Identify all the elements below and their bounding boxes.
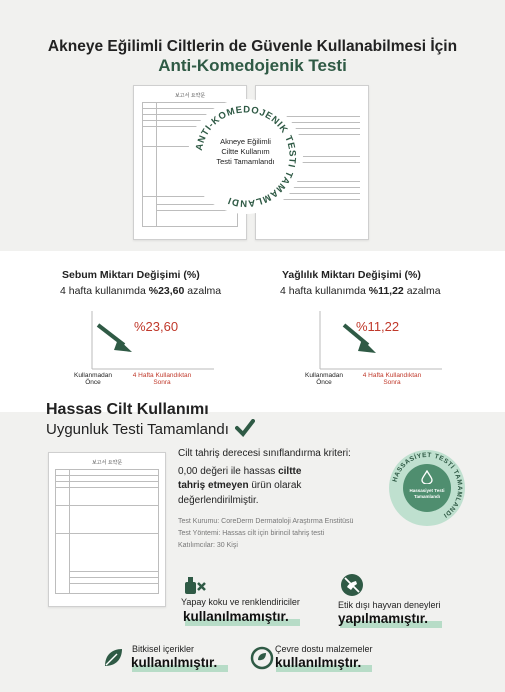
irritation-value-line: 0,00 değeri ile hassas ciltte	[178, 466, 302, 477]
claim-fragrance-text: Yapay koku ve renklendiriciler	[181, 597, 300, 607]
sebum-chart	[88, 307, 218, 377]
test-institution: Test Kurumu: CoreDerm Dermatoloji Araştırma Enstitüsü	[178, 518, 354, 525]
no-animal-testing-icon	[340, 573, 364, 602]
sebum-chart-summary: 4 hafta kullanımda %23,60 azalma	[60, 285, 222, 297]
page-heading: Akneye Eğilimli Ciltlerin de Güvenle Kullanabilmesi İçin	[47, 38, 458, 55]
page-subheading: Anti-Komedojenik Testi	[158, 56, 347, 75]
badge-ring-text: HASSASİYET TESTİ TAMAMLANDI	[391, 451, 464, 519]
claim-animal-big: yapılmamıştır.	[338, 611, 429, 626]
eco-recycle-icon	[250, 646, 274, 675]
oiliness-chart-summary: 4 hafta kullanımda %11,22 azalma	[280, 285, 441, 297]
sebum-chart-title: Sebum Miktarı Değişimi (%)	[62, 269, 200, 281]
sensitive-doc-title: 보고서 요약문	[91, 460, 123, 466]
claim-eco-big: kullanılmıştır.	[275, 655, 362, 670]
report-doc-title: 보고서 요약문	[174, 93, 206, 99]
claim-eco-text: Çevre dostu malzemeler	[275, 644, 373, 654]
sensitive-subtitle: Uygunluk Testi Tamamlandı	[46, 419, 255, 441]
claim-fragrance-big: kullanılmamıştır.	[183, 609, 289, 624]
leaf-icon	[101, 646, 125, 675]
sebum-chart-value: %23,60	[134, 319, 179, 334]
badge-center-text: Hassasiyet Testi Tamamlandı	[409, 488, 445, 499]
sensitive-title: Hassas Cilt Kullanımı	[46, 401, 209, 418]
irritation-criterion: Cilt tahriş derecesi sınıflandırma kriteri:	[178, 448, 351, 459]
test-participants: Katılımcılar: 30 Kişi	[178, 542, 238, 549]
sensitivity-badge	[389, 450, 465, 526]
test-method: Test Yöntemi: Hassas cilt için birincil tahriş testi	[178, 530, 325, 537]
seal-ring-text: ANTI-KOMEDOJENIK TESTI TAMAMLANDI	[193, 104, 298, 209]
check-icon	[235, 419, 255, 441]
seal-center-text: Akneye Eğilimli Ciltte Kullanım Testi Tamamlandı	[216, 137, 275, 166]
claim-herbal-text: Bitkisel içerikler	[132, 644, 195, 654]
droplet-icon	[421, 470, 433, 489]
claim-animal-text: Etik dışı hayvan deneyleri	[338, 600, 441, 610]
irritation-conclusion: değerlendirilmiştir.	[178, 495, 259, 506]
claim-herbal-big: kullanılmıştır.	[131, 655, 218, 670]
oiliness-chart-title: Yağlılık Miktarı Değişimi (%)	[282, 269, 421, 281]
sebum-before-label: Kullanmadan Önce	[74, 372, 112, 386]
irritation-result-line: tahriş etmeyen ürün olarak	[178, 480, 302, 491]
sensitive-report-document	[48, 452, 166, 607]
oiliness-chart-value: %11,22	[356, 319, 400, 334]
badge-core	[403, 464, 451, 512]
results-panel	[0, 251, 505, 412]
sebum-after-label: 4 Hafta Kullandıktan Sonra	[132, 372, 192, 386]
oiliness-before-label: Kullanmadan Önce	[305, 372, 343, 386]
oiliness-after-label: 4 Hafta Kullandıktan Sonra	[362, 372, 422, 386]
anti-comedogenic-seal	[188, 99, 303, 214]
oiliness-chart	[316, 307, 446, 377]
